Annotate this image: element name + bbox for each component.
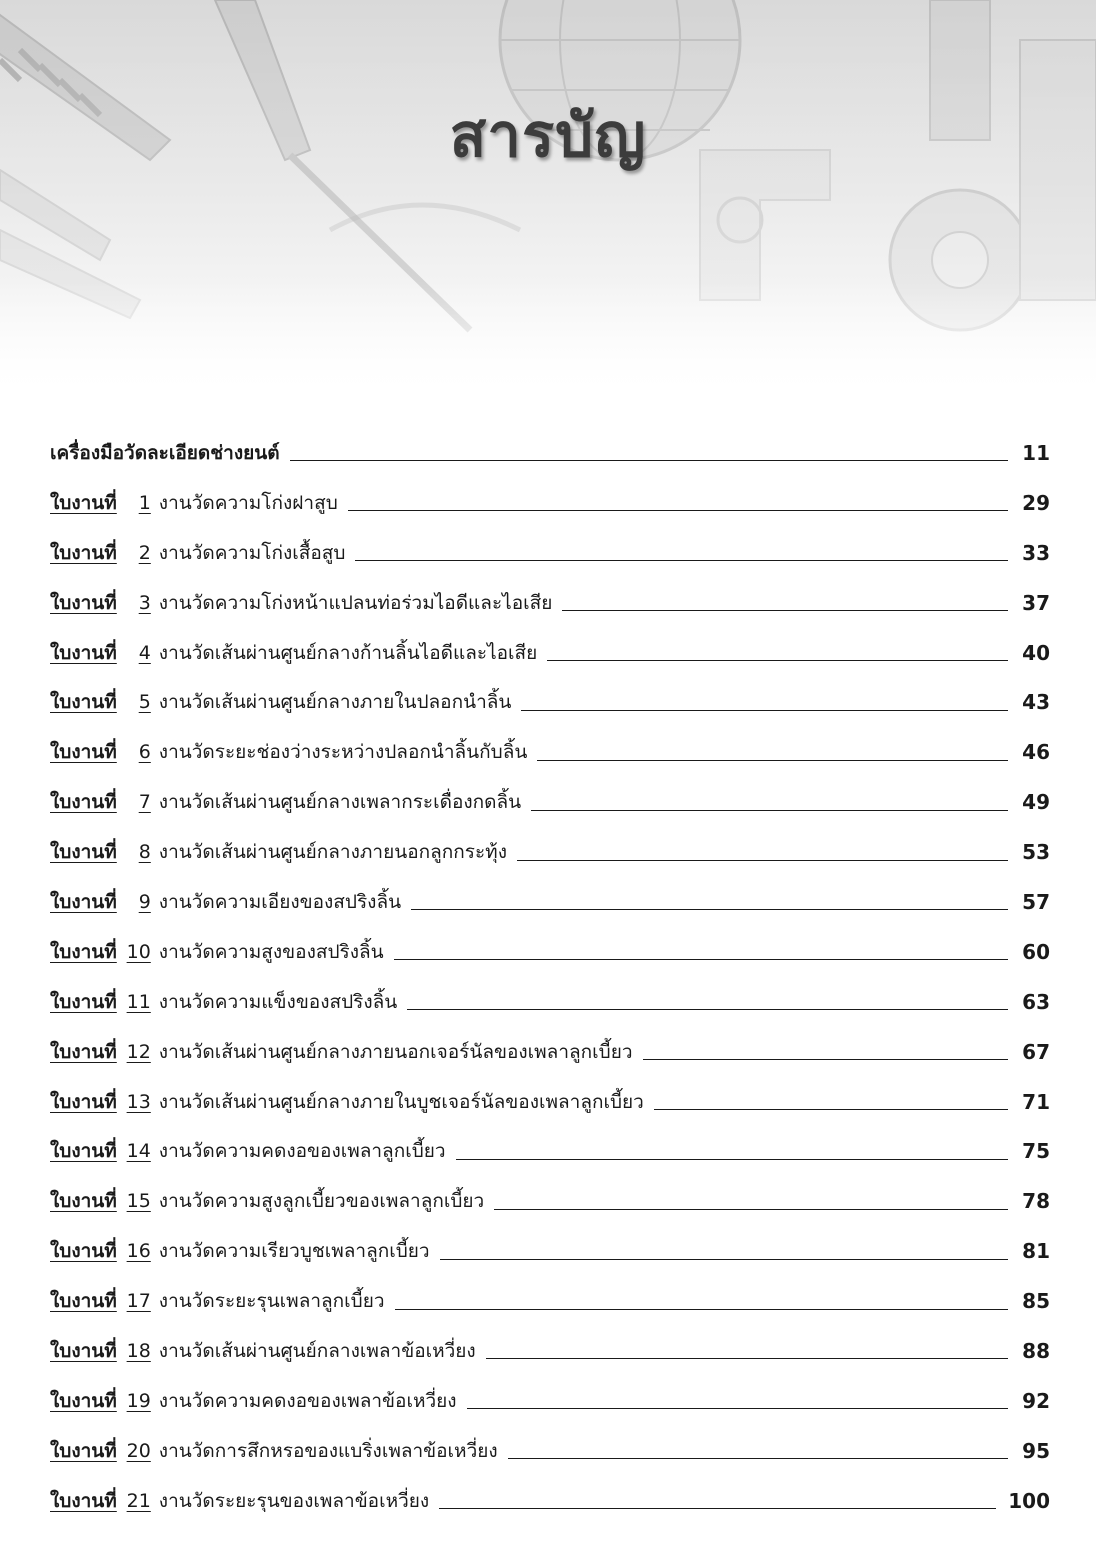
sheet-number: 2: [138, 541, 151, 564]
toc-row[interactable]: [50, 977, 1050, 1027]
toc-title: งานวัดความคดงอของเพลาลูกเบี้ยว: [158, 1140, 446, 1163]
toc-title: งานวัดเส้นผ่านศูนย์กลางเพลากระเดื่องกดลิ้น: [158, 791, 522, 814]
sheet-number: 18: [126, 1339, 151, 1362]
page-number: 63: [1022, 989, 1050, 1014]
toc-title: งานวัดระยะช่องว่างระหว่างปลอกนำลิ้นกับลิ้น: [158, 741, 528, 764]
tools-illustration: [0, 0, 1096, 400]
toc-row[interactable]: [50, 1027, 1050, 1077]
toc-title: งานวัดความโก่งหน้าแปลนท่อร่วมไอดีและไอเสีย: [158, 591, 553, 614]
leader-line: [521, 710, 1008, 711]
leader-line: [407, 1009, 1008, 1010]
page-number: 29: [1022, 490, 1050, 515]
page-number: 33: [1022, 540, 1050, 565]
leader-line: [467, 1408, 1008, 1409]
table-of-contents: [50, 428, 1050, 1526]
page-title: สารบัญ: [449, 101, 647, 171]
header-background: [0, 0, 1096, 400]
sheet-number: 8: [138, 841, 151, 864]
page-number: 95: [1022, 1438, 1050, 1463]
toc-title: งานวัดระยะรุนของเพลาข้อเหวี่ยง: [158, 1489, 430, 1512]
page-number: 100: [1008, 1488, 1050, 1513]
page-number: 88: [1022, 1338, 1050, 1363]
sheet-label: ใบงานที่: [50, 1190, 117, 1213]
toc-title: งานวัดเส้นผ่านศูนย์กลางภายในบูชเจอร์นัลของเพลาลูกเบี้ยว: [158, 1090, 644, 1113]
sheet-label: ใบงานที่: [50, 791, 117, 814]
sheet-label: ใบงานที่: [50, 940, 117, 963]
toc-row[interactable]: [50, 1326, 1050, 1376]
sheet-label: ใบงานที่: [50, 591, 117, 614]
page-number: 49: [1022, 790, 1050, 815]
page-number: 92: [1022, 1388, 1050, 1413]
sheet-label: ใบงานที่: [50, 491, 117, 514]
page-number: 67: [1022, 1039, 1050, 1064]
leader-line: [440, 1259, 1008, 1260]
sheet-label: ใบงานที่: [50, 1040, 117, 1063]
sheet-number: 12: [126, 1040, 151, 1063]
sheet-number: 10: [126, 940, 151, 963]
sheet-number: 19: [126, 1389, 151, 1412]
page-number: 81: [1022, 1239, 1050, 1264]
toc-row[interactable]: [50, 877, 1050, 927]
leader-line: [494, 1209, 1008, 1210]
leader-line: [654, 1109, 1008, 1110]
toc-entries: [50, 478, 1050, 1526]
leader-line: [439, 1508, 996, 1509]
toc-title: งานวัดความโก่งเสื้อสูบ: [158, 541, 346, 564]
sheet-label: ใบงานที่: [50, 691, 117, 714]
toc-title: งานวัดความเอียงของสปริงลิ้น: [158, 890, 402, 913]
sheet-label: ใบงานที่: [50, 741, 117, 764]
page-number: 78: [1022, 1189, 1050, 1214]
sheet-number: 4: [138, 641, 151, 664]
toc-title: งานวัดความโก่งฝาสูบ: [158, 491, 338, 514]
sheet-label: ใบงานที่: [50, 1339, 117, 1362]
toc-row[interactable]: [50, 777, 1050, 827]
toc-row[interactable]: [50, 528, 1050, 578]
leader-line: [456, 1159, 1008, 1160]
sheet-number: 9: [138, 890, 151, 913]
leader-line: [486, 1358, 1008, 1359]
leader-line: [355, 560, 1008, 561]
toc-title: งานวัดระยะรุนเพลาลูกเบี้ยว: [158, 1290, 385, 1313]
sheet-number: 11: [126, 990, 151, 1013]
leader-line: [643, 1059, 1009, 1060]
toc-row[interactable]: [50, 478, 1050, 528]
toc-row[interactable]: [50, 1126, 1050, 1176]
toc-title: เครื่องมือวัดละเอียดช่างยนต์: [50, 441, 280, 464]
toc-row[interactable]: [50, 677, 1050, 727]
leader-line: [394, 959, 1008, 960]
toc-row[interactable]: [50, 628, 1050, 678]
toc-title: งานวัดเส้นผ่านศูนย์กลางก้านลิ้นไอดีและไอเสีย: [158, 641, 538, 664]
toc-row[interactable]: [50, 1226, 1050, 1276]
leader-line: [411, 909, 1008, 910]
sheet-label: ใบงานที่: [50, 641, 117, 664]
toc-title: งานวัดการสึกหรอของแบริ่งเพลาข้อเหวี่ยง: [158, 1439, 498, 1462]
sheet-label: ใบงานที่: [50, 541, 117, 564]
toc-title: งานวัดเส้นผ่านศูนย์กลางเพลาข้อเหวี่ยง: [158, 1339, 476, 1362]
page-number: 43: [1022, 690, 1050, 715]
page-number: 11: [1022, 440, 1050, 465]
leader-line: [508, 1458, 1008, 1459]
sheet-label: ใบงานที่: [50, 1389, 117, 1412]
toc-title: งานวัดเส้นผ่านศูนย์กลางภายนอกเจอร์นัลของเพลาลูกเบี้ยว: [158, 1040, 633, 1063]
sheet-number: 1: [138, 491, 151, 514]
page-number: 85: [1022, 1289, 1050, 1314]
toc-row[interactable]: [50, 578, 1050, 628]
toc-title: งานวัดความแข็งของสปริงลิ้น: [158, 990, 398, 1013]
page-number: 46: [1022, 740, 1050, 765]
toc-title: งานวัดเส้นผ่านศูนย์กลางภายนอกลูกกระทุ้ง: [158, 841, 507, 864]
toc-row[interactable]: [50, 1276, 1050, 1326]
toc-row[interactable]: [50, 1426, 1050, 1476]
sheet-number: 5: [138, 691, 151, 714]
toc-row[interactable]: [50, 1176, 1050, 1226]
leader-line: [290, 460, 1008, 461]
sheet-label: ใบงานที่: [50, 890, 117, 913]
sheet-number: 16: [126, 1240, 151, 1263]
leader-line: [517, 860, 1008, 861]
sheet-label: ใบงานที่: [50, 1290, 117, 1313]
sheet-label: ใบงานที่: [50, 1140, 117, 1163]
page-number: 71: [1022, 1089, 1050, 1114]
toc-row[interactable]: [50, 1077, 1050, 1127]
page-number: 40: [1022, 640, 1050, 665]
sheet-number: 21: [126, 1489, 151, 1512]
page-number: 37: [1022, 590, 1050, 615]
sheet-label: ใบงานที่: [50, 990, 117, 1013]
leader-line: [537, 760, 1008, 761]
toc-row[interactable]: [50, 1476, 1050, 1526]
page-number: 60: [1022, 939, 1050, 964]
sheet-number: 6: [138, 741, 151, 764]
toc-row[interactable]: [50, 1376, 1050, 1426]
toc-title: งานวัดเส้นผ่านศูนย์กลางภายในปลอกนำลิ้น: [158, 691, 512, 714]
page-number: 53: [1022, 840, 1050, 865]
page-number: 57: [1022, 889, 1050, 914]
sheet-number: 13: [126, 1090, 151, 1113]
sheet-label: ใบงานที่: [50, 841, 117, 864]
toc-row[interactable]: [50, 927, 1050, 977]
toc-row[interactable]: [50, 727, 1050, 777]
leader-line: [348, 510, 1008, 511]
leader-line: [547, 660, 1008, 661]
sheet-number: 7: [138, 791, 151, 814]
sheet-number: 20: [126, 1439, 151, 1462]
toc-title: งานวัดความคดงอของเพลาข้อเหวี่ยง: [158, 1389, 457, 1412]
sheet-number: 14: [126, 1140, 151, 1163]
toc-row[interactable]: [50, 827, 1050, 877]
sheet-number: 3: [138, 591, 151, 614]
toc-title: งานวัดความสูงลูกเบี้ยวของเพลาลูกเบี้ยว: [158, 1190, 485, 1213]
sheet-number: 15: [126, 1190, 151, 1213]
leader-line: [562, 610, 1008, 611]
leader-line: [395, 1309, 1008, 1310]
sheet-number: 17: [126, 1290, 151, 1313]
sheet-label: ใบงานที่: [50, 1240, 117, 1263]
sheet-label: ใบงานที่: [50, 1489, 117, 1512]
page-number: 75: [1022, 1139, 1050, 1164]
leader-line: [531, 810, 1008, 811]
sheet-label: ใบงานที่: [50, 1439, 117, 1462]
toc-row-intro[interactable]: [50, 428, 1050, 478]
toc-title: งานวัดความสูงของสปริงลิ้น: [158, 940, 384, 963]
toc-title: งานวัดความเรียวบูชเพลาลูกเบี้ยว: [158, 1240, 430, 1263]
sheet-label: ใบงานที่: [50, 1090, 117, 1113]
